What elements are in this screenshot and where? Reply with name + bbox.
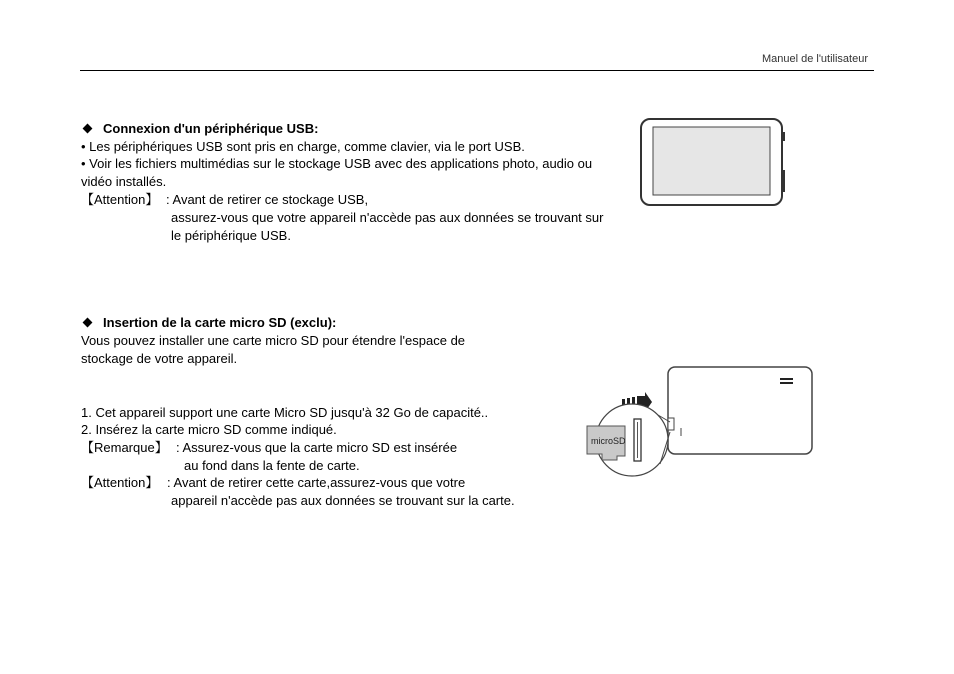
sd-intro-line-1: Vous pouvez installer une carte micro SD pour étendre l'espace de (81, 333, 466, 348)
sd-attention-label: 【Attention】 (81, 475, 159, 490)
page-header-title: Manuel de l'utilisateur (761, 53, 868, 65)
microsd-card-label: microSD (591, 436, 626, 446)
usb-heading: Connexion d'un périphérique USB: (103, 121, 319, 136)
tablet-outline (668, 367, 812, 454)
tablet-usb-illustration (640, 118, 790, 208)
usb-attention-line-2: assurez-vous que votre appareil n'accède pas aux données se trouvant sur (171, 210, 604, 225)
microsd-insertion-illustration (580, 360, 820, 480)
sd-bullet-diamond (83, 318, 93, 328)
usb-attention-line-1: : Avant de retirer ce stockage USB, (166, 192, 369, 207)
usb-bullet-2-line-1: • Voir les fichiers multimédias sur le stockage USB avec des applications photo, audio ou (81, 156, 593, 171)
sd-remark-line-1: : Assurez-vous que la carte micro SD est insérée (176, 440, 458, 455)
usb-bullet-diamond (83, 124, 93, 134)
usb-attention-line-3: le périphérique USB. (171, 228, 291, 243)
sd-remark-label: 【Remarque】 (81, 440, 168, 455)
sd-step-2: 2. Insérez la carte micro SD comme indiqué. (81, 422, 337, 437)
usb-bullet-1: • Les périphériques USB sont pris en charge, comme clavier, via le port USB. (81, 139, 525, 154)
sd-attention-line-2: appareil n'accède pas aux données se trouvant sur la carte. (171, 493, 515, 508)
sd-heading: Insertion de la carte micro SD (exclu): (103, 315, 337, 330)
usb-attention-label: 【Attention】 (81, 192, 159, 207)
sd-remark-line-2: au fond dans la fente de carte. (184, 458, 360, 473)
sd-attention-line-1: : Avant de retirer cette carte,assurez-vous que votre (167, 475, 466, 490)
usb-bullet-2-line-2: vidéo installés. (81, 174, 167, 189)
header-divider (80, 70, 874, 71)
sd-intro-line-2: stockage de votre appareil. (81, 351, 238, 366)
sd-step-1: 1. Cet appareil support une carte Micro SD jusqu'à 32 Go de capacité.. (81, 405, 489, 420)
